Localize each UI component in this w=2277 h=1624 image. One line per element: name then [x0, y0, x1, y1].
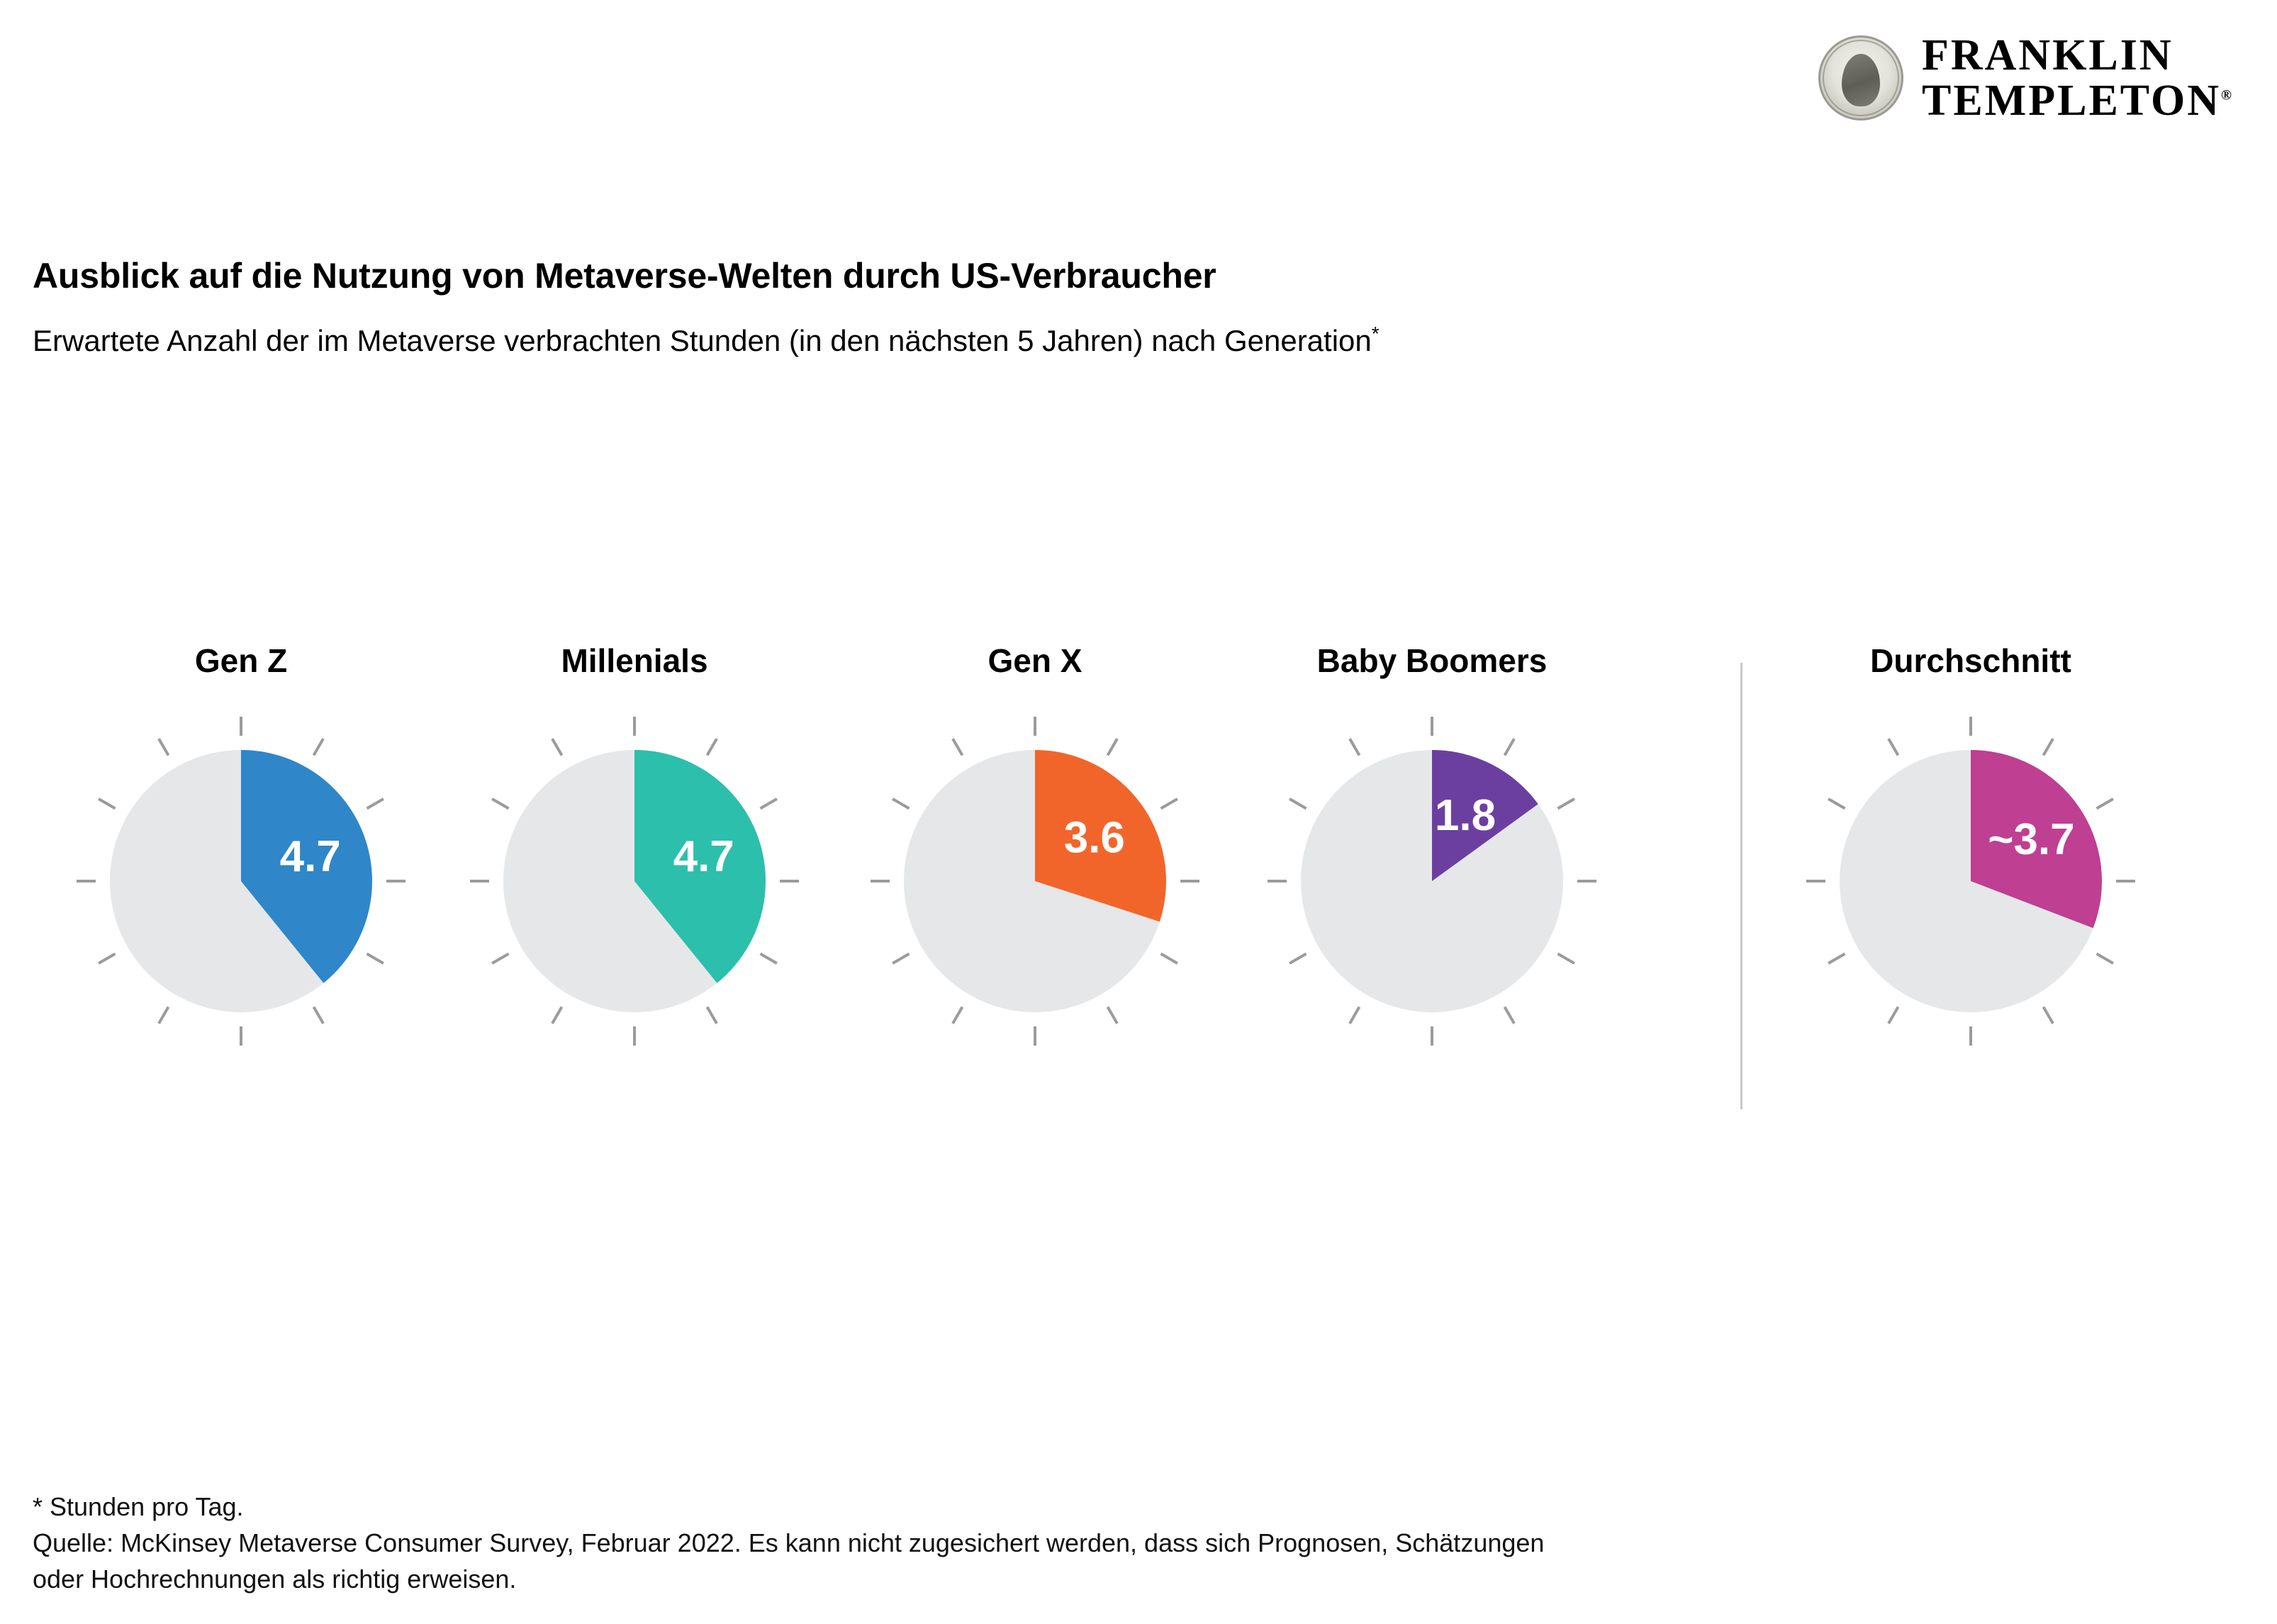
dial-tick-mark: [367, 799, 384, 809]
dial-tick-mark: [552, 1007, 562, 1024]
dial-tick-mark: [1161, 954, 1177, 964]
dial-tick-mark: [1889, 1007, 1898, 1024]
dial-tick-mark: [761, 954, 777, 964]
dial-tick-mark: [2044, 1007, 2054, 1024]
dial-tick-mark: [2097, 799, 2113, 809]
dial-panel-label: Millenials: [561, 642, 708, 679]
registered-mark: ®: [2221, 87, 2232, 103]
dial-tick-mark: [1289, 954, 1306, 964]
brand-wordmark: [1922, 33, 2232, 124]
dial-value-label: 4.7: [673, 831, 734, 881]
dial-tick-mark: [492, 799, 508, 809]
dial-tick-mark: [707, 1007, 717, 1024]
dial-tick-mark: [1889, 739, 1898, 755]
page-subtitle-text: Erwartete Anzahl der im Metaverse verbrachten Stunden (in den nächsten 5 Jahren) nach Generation: [33, 324, 1372, 357]
dial-tick-mark: [1505, 1007, 1515, 1024]
dial-panel-baby-boomers: [1233, 642, 1630, 1138]
dial-tick-mark: [159, 739, 169, 755]
dial-tick-mark: [552, 739, 562, 755]
dial-tick-mark: [893, 799, 909, 809]
dial-tick-mark: [1828, 954, 1845, 964]
dial-tick-mark: [953, 1007, 963, 1024]
dial-tick-mark: [99, 799, 115, 809]
dial-tick-mark: [2044, 739, 2054, 755]
dial-panel-label: Baby Boomers: [1316, 642, 1548, 679]
dial-tick-mark: [1108, 1007, 1118, 1024]
panel-divider: [1740, 663, 1742, 1109]
dial-tick-mark: [159, 1007, 169, 1024]
dial-tick-mark: [707, 739, 717, 755]
dial-tick-mark: [1350, 739, 1360, 755]
dial-tick-mark: [2097, 954, 2113, 964]
footnote-line-1: * Stunden pro Tag.: [33, 1492, 244, 1521]
dial-tick-mark: [367, 954, 384, 964]
dial-chart-group: [0, 642, 2277, 1152]
footnote-line-2: Quelle: McKinsey Metaverse Consumer Survey, Februar 2022. Es kann nicht zugesichert werden, dass sich Prognosen, Schätzungen: [33, 1528, 1545, 1558]
footnotes: [33, 1489, 1544, 1597]
franklin-portrait-medallion-icon: [1818, 35, 1903, 121]
dial-panel-label: Durchschnitt: [1870, 642, 2071, 679]
page-title: Ausblick auf die Nutzung von Metaverse-Welten durch US-Verbraucher: [33, 256, 1216, 296]
dial-tick-mark: [99, 954, 115, 964]
dial-tick-mark: [492, 954, 508, 964]
dial-tick-mark: [893, 954, 909, 964]
dial-tick-mark: [953, 739, 963, 755]
dial-tick-mark: [761, 799, 777, 809]
dial-tick-mark: [1350, 1007, 1360, 1024]
dial-panel-gen-x: [837, 642, 1233, 1138]
footnote-line-3: oder Hochrechnungen als richtig erweisen.: [33, 1564, 517, 1594]
dial-tick-mark: [1558, 954, 1574, 964]
dial-tick-mark: [314, 739, 324, 755]
dial-panel-millenials: [436, 642, 833, 1138]
dial-value-label: 4.7: [279, 831, 341, 881]
page-subtitle: [33, 323, 1380, 358]
dial-tick-mark: [1161, 799, 1177, 809]
dial-panel-label: Gen X: [988, 642, 1082, 679]
brand-line-2: TEMPLETON: [1922, 77, 2222, 125]
dial-tick-mark: [1828, 799, 1845, 809]
dial-tick-mark: [1108, 739, 1118, 755]
dial-svg: [858, 704, 1212, 1058]
dial-gauge: [64, 704, 418, 1058]
franklin-templeton-logo: [1818, 33, 2232, 124]
dial-tick-mark: [1505, 739, 1515, 755]
dial-value-label: 3.6: [1063, 813, 1125, 863]
dial-gauge: [457, 704, 812, 1058]
dial-svg: [64, 704, 418, 1058]
dial-value-label: ~3.7: [1988, 814, 2075, 864]
dial-gauge: [1794, 704, 2148, 1058]
dial-svg: [1794, 704, 2148, 1058]
dial-tick-mark: [314, 1007, 324, 1024]
dial-tick-mark: [1289, 799, 1306, 809]
footnote-marker: *: [1371, 323, 1380, 345]
dial-value-label: 1.8: [1434, 791, 1496, 841]
dial-panel-label: Gen Z: [194, 642, 288, 679]
dial-tick-mark: [1558, 799, 1574, 809]
dial-gauge: [1255, 704, 1609, 1058]
dial-panel-gen-z: [43, 642, 440, 1138]
brand-line-1: FRANKLIN: [1922, 31, 2174, 79]
dial-panel-durchschnitt: [1772, 642, 2169, 1138]
dial-gauge: [858, 704, 1212, 1058]
dial-svg: [1255, 704, 1609, 1058]
dial-svg: [457, 704, 812, 1058]
